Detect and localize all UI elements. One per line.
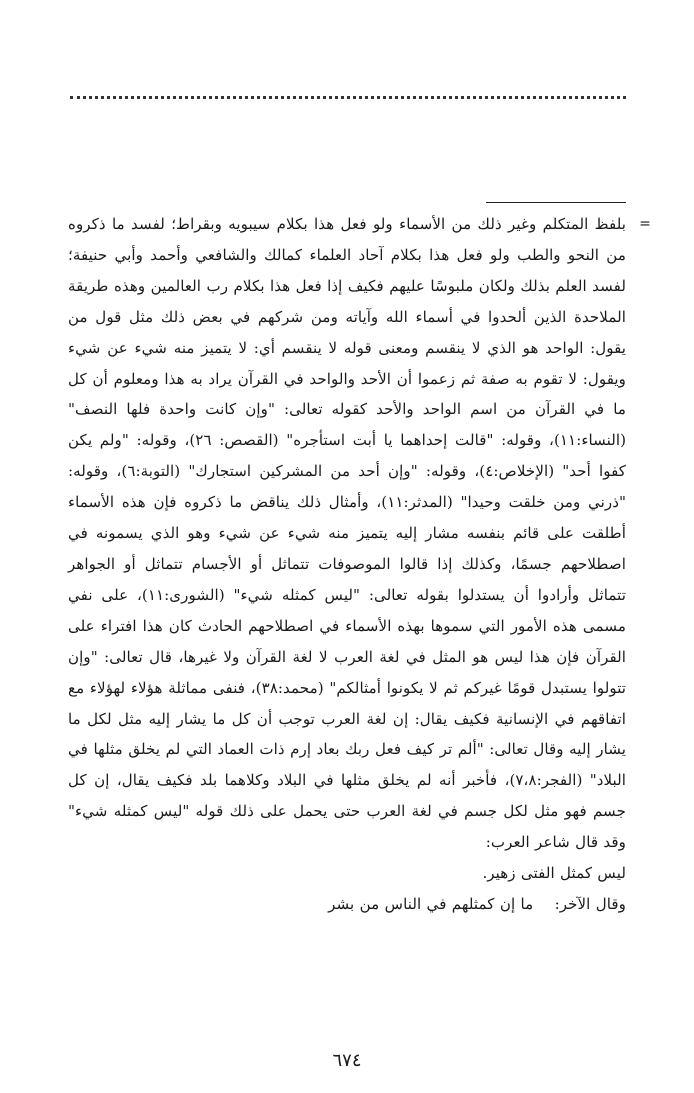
page-number: ٦٧٤: [332, 1050, 362, 1071]
footnote-separator: [486, 202, 626, 203]
continuation-marker: =: [639, 216, 651, 232]
footnote-block: [68, 208, 664, 920]
verse-text: ما إن كمثلهم في الناس من بشر: [328, 894, 534, 913]
verse-line-2: [68, 889, 664, 920]
verse-line-1: ليس كمثل الفتى زهير.: [482, 864, 626, 883]
footnote-text: بلفظ المتكلم وغير ذلك من الأسماء ولو فعل هذا بكلام سيبويه وبقراط؛ لفسد ما ذكروه من النحو والطب ولو فعل هذا بكلام آحاد العلماء كمالك والشافعي وأحمد وأبي حنيفة؛ لفسد العلم بذلك ولكان ملبوسًا عليهم فكيف إذا فعل هذا بكلام رب العالمين وهذه طريقة الملاحدة الذين ألحدوا في أسماء الله وآياته ومن شركهم في بعض ذلك مثل قول من يقول: الواحد هو الذي لا ينقسم ومعنى قوله لا ينقسم أي: لا يتميز منه شيء عن شيء ويقول: لا تقوم به صفة ثم زعموا أن الأحد والواحد في القرآن يراد به هذا ومعلوم أن كل ما في القرآن من اسم الواحد والأحد كقوله تعالى: "وإن كانت واحدة فلها النصف" (النساء:١١)، وقوله: "قالت إحداهما يا أبت استأجره" (القصص: ٢٦)، وقوله: "ولم يكن كفوا أحد" (الإخلاص:٤)، وقوله: "وإن أحد من المشركين استجارك" (التوبة:٦)، وقوله: "ذرني ومن خلقت وحيدا" (المدثر:١١)، وأمثال ذلك يناقض ما ذكروه فإن هذه الأسماء أطلقت على قائم بنفسه مشار إليه يتميز منه شيء عن شيء وهو الذي يسمونه في اصطلاحهم جسمًا، وكذلك إذا قالوا الموصوفات تتماثل أو الأجسام تتماثل أو الجواهر تتماثل وأرادوا أن يستدلوا بقوله تعالى: "ليس كمثله شيء" (الشورى:١١)، على نفي مسمى هذه الأمور التي سموها بهذه الأسماء في اصطلاحهم الحادث كان هذا افتراء على القرآن فإن هذا ليس هو المثل في لغة العرب لا لغة القرآن ولا غيرها، قال تعالى: "وإن تتولوا يستبدل قومًا غيركم ثم لا يكونوا أمثالكم" (محمد:٣٨)، فنفى مماثلة هؤلاء لهؤلاء مع اتفاقهم في الإنسانية فكيف يقال: إن لغة العرب توجب أن كل ما يشار إليه مثل لكل ما يشار إليه وقال تعالى: "ألم تر كيف فعل ربك بعاد إرم ذات العماد التي لم يخلق مثلها في البلاد" (الفجر:٧،٨)، فأخبر أنه لم يخلق مثلها في البلاد وكلاهما بلد فكيف يقال، إن كل جسم فهو مثل لكل جسم في لغة العرب حتى يحمل على ذلك قوله "ليس كمثله شيء" وقد قال شاعر العرب:: [68, 215, 627, 852]
verse-label: وقال الآخر:: [554, 894, 626, 913]
dotted-separator: [70, 96, 626, 99]
